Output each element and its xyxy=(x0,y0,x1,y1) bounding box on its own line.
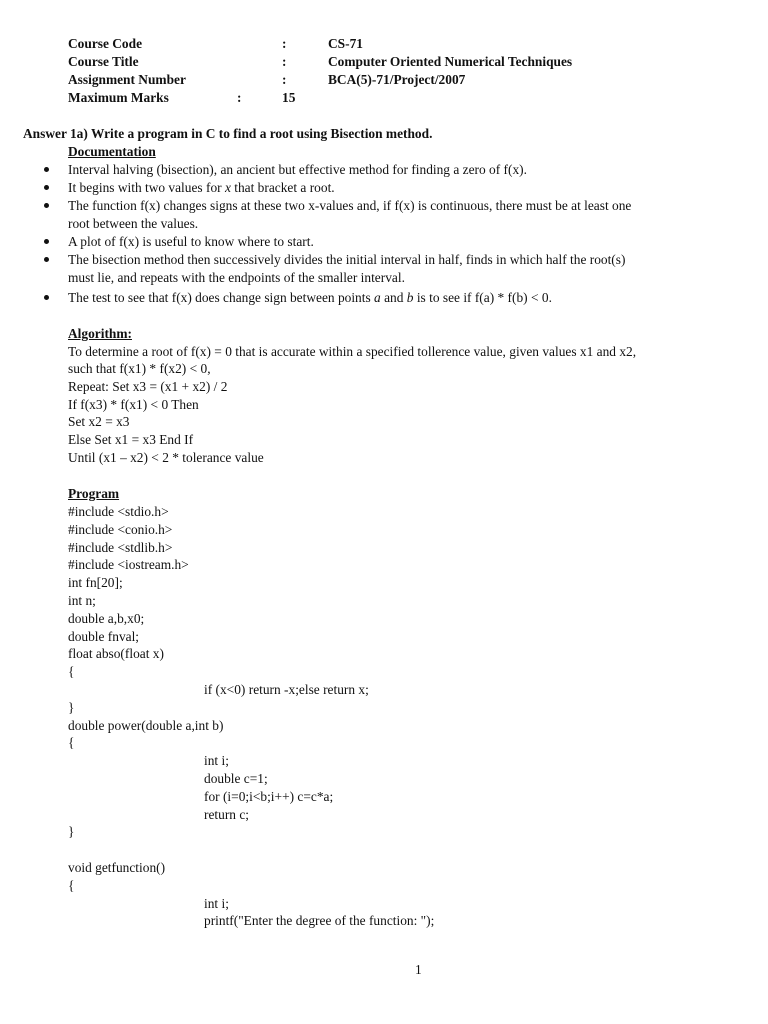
code-line: double power(double a,int b) xyxy=(68,717,224,733)
code-line: #include <conio.h> xyxy=(68,521,173,537)
code-line: if (x<0) return -x;else return x; xyxy=(204,682,369,697)
bullet-marker xyxy=(44,185,49,190)
course-title-label: Course Title xyxy=(68,54,139,69)
code-line: int i; xyxy=(204,753,229,769)
algorithm-line: If f(x3) * f(x1) < 0 Then xyxy=(68,397,199,412)
bullet-text-continued: must lie, and repeats with the endpoints of the smaller interval. xyxy=(68,270,405,285)
code-line: #include <stdio.h> xyxy=(68,504,169,519)
algorithm-line: Set x2 = x3 xyxy=(68,414,130,429)
documentation-heading: Documentation xyxy=(68,144,156,159)
code-line: } xyxy=(68,824,75,840)
code-line: #include <stdlib.h> xyxy=(68,539,173,555)
bullet-text: The function f(x) changes signs at these two x-values and, if f(x) is continuous, there must be at least one xyxy=(68,198,632,213)
algorithm-line: Until (x1 – x2) < 2 * tolerance value xyxy=(68,450,264,465)
code-line: for (i=0;i<b;i++) c=c*a; xyxy=(204,788,334,804)
page-number: 1 xyxy=(415,962,422,977)
bullet-text: It begins with two values for x that bracket a root. xyxy=(68,180,335,195)
course-code-value: CS-71 xyxy=(328,36,363,51)
code-line: int fn[20]; xyxy=(68,575,123,591)
course-code-label: Course Code xyxy=(68,36,143,51)
code-line: { xyxy=(68,664,75,680)
code-line: { xyxy=(68,735,75,751)
program-heading: Program xyxy=(68,486,120,501)
code-line: double fnval; xyxy=(68,628,140,644)
bullet-marker xyxy=(44,295,49,300)
code-line: { xyxy=(68,877,75,893)
code-line: void getfunction() xyxy=(68,860,166,875)
algorithm-heading: Algorithm: xyxy=(68,326,132,341)
bullet-marker xyxy=(44,203,49,208)
assignment-number-label: Assignment Number xyxy=(68,72,186,87)
algorithm-line: such that f(x1) * f(x2) < 0, xyxy=(68,361,211,376)
code-line: double c=1; xyxy=(204,771,268,786)
code-line: } xyxy=(68,699,75,715)
algorithm-line: Else Set x1 = x3 End If xyxy=(68,432,194,447)
bullet-marker xyxy=(44,167,49,172)
assignment-number-colon: : xyxy=(282,72,287,87)
code-line: return c; xyxy=(204,806,249,822)
algorithm-line: Repeat: Set x3 = (x1 + x2) / 2 xyxy=(68,379,228,394)
algorithm-line: To determine a root of f(x) = 0 that is accurate within a specified tollerence value, given values x1 and x2, xyxy=(68,344,637,359)
maximum-marks-value: 15 xyxy=(282,90,296,105)
assignment-number-value: BCA(5)-71/Project/2007 xyxy=(328,72,466,87)
bullet-text: The bisection method then successively divides the initial interval in half, finds in which half the root(s) xyxy=(68,252,626,267)
maximum-marks-colon: : xyxy=(237,90,242,105)
bullet-text-continued: root between the values. xyxy=(68,216,199,231)
bullet-marker xyxy=(44,257,49,262)
code-line: double a,b,x0; xyxy=(68,610,145,626)
bullet-text: A plot of f(x) is useful to know where to start. xyxy=(68,234,314,249)
bullet-marker xyxy=(44,239,49,244)
bullet-text: Interval halving (bisection), an ancient but effective method for finding a zero of f(x). xyxy=(68,162,527,177)
code-line: int n; xyxy=(68,593,96,608)
code-line: int i; xyxy=(204,895,229,911)
question-heading: Answer 1a) Write a program in C to find a root using Bisection method. xyxy=(23,126,433,141)
course-title-colon: : xyxy=(282,54,287,69)
code-line: #include <iostream.h> xyxy=(68,557,189,573)
maximum-marks-label: Maximum Marks xyxy=(68,90,169,105)
code-line: float abso(float x) xyxy=(68,646,164,662)
code-line: printf("Enter the degree of the function: "); xyxy=(204,913,435,929)
course-code-colon: : xyxy=(282,36,287,51)
bullet-text: The test to see that f(x) does change sign between points a and b is to see if f(a) * f(b) < 0. xyxy=(68,290,552,305)
course-title-value: Computer Oriented Numerical Techniques xyxy=(328,54,573,69)
